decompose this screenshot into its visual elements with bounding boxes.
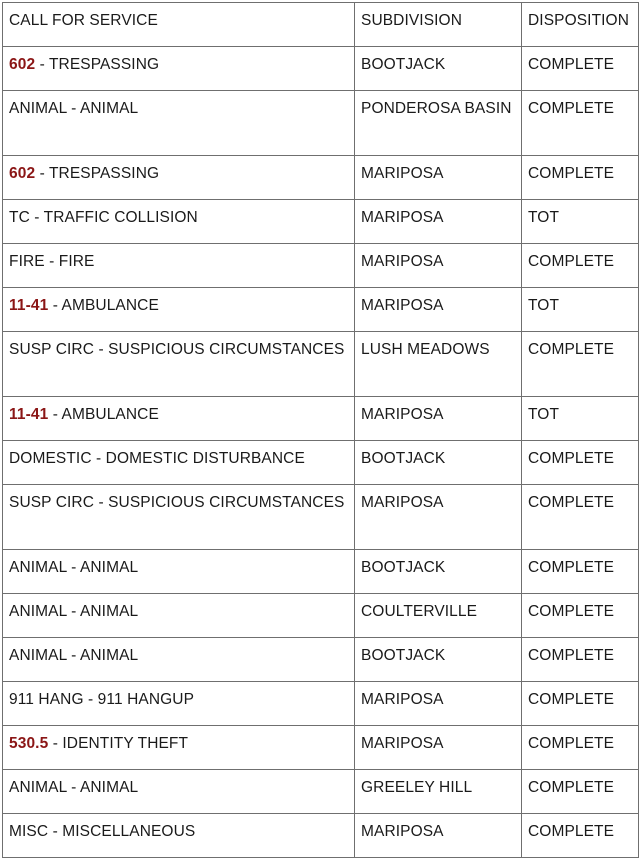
subdivision-cell: MARIPOSA	[355, 244, 522, 288]
table-row	[3, 397, 639, 441]
call-for-service-cell	[3, 441, 355, 485]
header-subdivision: SUBDIVISION	[355, 3, 522, 47]
call-code: DOMESTIC	[9, 450, 92, 467]
call-for-service-cell	[3, 397, 355, 441]
table-row	[3, 332, 639, 397]
disposition-cell: COMPLETE	[522, 814, 639, 858]
call-description: - SUSPICIOUS CIRCUMSTANCES	[94, 341, 345, 358]
table-row	[3, 726, 639, 770]
call-code-highlighted: 602	[9, 56, 36, 73]
disposition-cell: COMPLETE	[522, 156, 639, 200]
call-for-service-cell	[3, 156, 355, 200]
table-row	[3, 594, 639, 638]
table-row	[3, 814, 639, 858]
call-description: - TRAFFIC COLLISION	[29, 209, 198, 226]
call-description: - ANIMAL	[66, 647, 139, 664]
call-for-service-cell	[3, 332, 355, 397]
disposition-cell: TOT	[522, 397, 639, 441]
disposition-cell: TOT	[522, 288, 639, 332]
subdivision-cell: MARIPOSA	[355, 200, 522, 244]
call-description: - IDENTITY THEFT	[48, 735, 189, 752]
disposition-cell: COMPLETE	[522, 91, 639, 156]
call-code: SUSP CIRC	[9, 341, 95, 358]
subdivision-cell: BOOTJACK	[355, 550, 522, 594]
subdivision-cell: MARIPOSA	[355, 485, 522, 550]
table-row	[3, 200, 639, 244]
table-row	[3, 682, 639, 726]
call-description: - DOMESTIC DISTURBANCE	[91, 450, 305, 467]
call-code: ANIMAL	[9, 779, 67, 796]
call-description: - ANIMAL	[66, 603, 139, 620]
call-description: - ANIMAL	[66, 100, 139, 117]
call-code: FIRE	[9, 253, 45, 270]
call-code: SUSP CIRC	[9, 494, 95, 511]
call-code-highlighted: 530.5	[9, 735, 49, 752]
subdivision-cell: BOOTJACK	[355, 441, 522, 485]
subdivision-cell: MARIPOSA	[355, 682, 522, 726]
table-row	[3, 550, 639, 594]
subdivision-cell: MARIPOSA	[355, 814, 522, 858]
calls-for-service-table	[2, 2, 639, 858]
call-code: TC	[9, 209, 30, 226]
call-description: - ANIMAL	[66, 559, 139, 576]
call-code: ANIMAL	[9, 647, 67, 664]
disposition-cell: COMPLETE	[522, 682, 639, 726]
header-call-for-service: CALL FOR SERVICE	[3, 3, 355, 47]
subdivision-cell: MARIPOSA	[355, 397, 522, 441]
call-code: ANIMAL	[9, 603, 67, 620]
disposition-cell: COMPLETE	[522, 485, 639, 550]
call-description: - AMBULANCE	[48, 297, 159, 314]
call-for-service-cell	[3, 550, 355, 594]
call-for-service-cell	[3, 47, 355, 91]
table-header-row	[3, 3, 639, 47]
subdivision-cell: MARIPOSA	[355, 288, 522, 332]
call-code-highlighted: 11-41	[9, 297, 49, 314]
disposition-cell: COMPLETE	[522, 244, 639, 288]
subdivision-cell: BOOTJACK	[355, 638, 522, 682]
call-for-service-cell	[3, 594, 355, 638]
call-code: ANIMAL	[9, 559, 67, 576]
call-for-service-cell	[3, 726, 355, 770]
call-for-service-cell	[3, 288, 355, 332]
call-code: MISC	[9, 823, 49, 840]
table-row	[3, 485, 639, 550]
table-row	[3, 156, 639, 200]
disposition-cell: COMPLETE	[522, 594, 639, 638]
disposition-cell: TOT	[522, 200, 639, 244]
call-description: - FIRE	[44, 253, 95, 270]
disposition-cell: COMPLETE	[522, 47, 639, 91]
call-code-highlighted: 602	[9, 165, 36, 182]
table-row	[3, 244, 639, 288]
call-for-service-cell	[3, 485, 355, 550]
call-description: - TRESPASSING	[35, 56, 160, 73]
disposition-cell: COMPLETE	[522, 770, 639, 814]
subdivision-cell: COULTERVILLE	[355, 594, 522, 638]
subdivision-cell: MARIPOSA	[355, 726, 522, 770]
table-row	[3, 288, 639, 332]
table-row	[3, 91, 639, 156]
header-disposition: DISPOSITION	[522, 3, 639, 47]
disposition-cell: COMPLETE	[522, 441, 639, 485]
disposition-cell: COMPLETE	[522, 332, 639, 397]
call-for-service-cell	[3, 770, 355, 814]
disposition-cell: COMPLETE	[522, 550, 639, 594]
subdivision-cell: BOOTJACK	[355, 47, 522, 91]
subdivision-cell: PONDEROSA BASIN	[355, 91, 522, 156]
table-row	[3, 770, 639, 814]
table-row	[3, 441, 639, 485]
subdivision-cell: LUSH MEADOWS	[355, 332, 522, 397]
disposition-cell: COMPLETE	[522, 726, 639, 770]
call-for-service-cell	[3, 91, 355, 156]
call-description: - MISCELLANEOUS	[48, 823, 196, 840]
call-for-service-cell	[3, 814, 355, 858]
call-code-highlighted: 11-41	[9, 406, 49, 423]
subdivision-cell: GREELEY HILL	[355, 770, 522, 814]
call-for-service-cell	[3, 200, 355, 244]
call-code: 911 HANG	[9, 691, 84, 708]
call-description: - SUSPICIOUS CIRCUMSTANCES	[94, 494, 345, 511]
table-body	[3, 47, 639, 858]
disposition-cell: COMPLETE	[522, 638, 639, 682]
call-for-service-cell	[3, 638, 355, 682]
call-description: - ANIMAL	[66, 779, 139, 796]
call-code: ANIMAL	[9, 100, 67, 117]
call-for-service-cell	[3, 244, 355, 288]
call-description: - 911 HANGUP	[83, 691, 195, 708]
call-description: - AMBULANCE	[48, 406, 159, 423]
call-description: - TRESPASSING	[35, 165, 160, 182]
call-for-service-cell	[3, 682, 355, 726]
table-row	[3, 47, 639, 91]
subdivision-cell: MARIPOSA	[355, 156, 522, 200]
table-row	[3, 638, 639, 682]
